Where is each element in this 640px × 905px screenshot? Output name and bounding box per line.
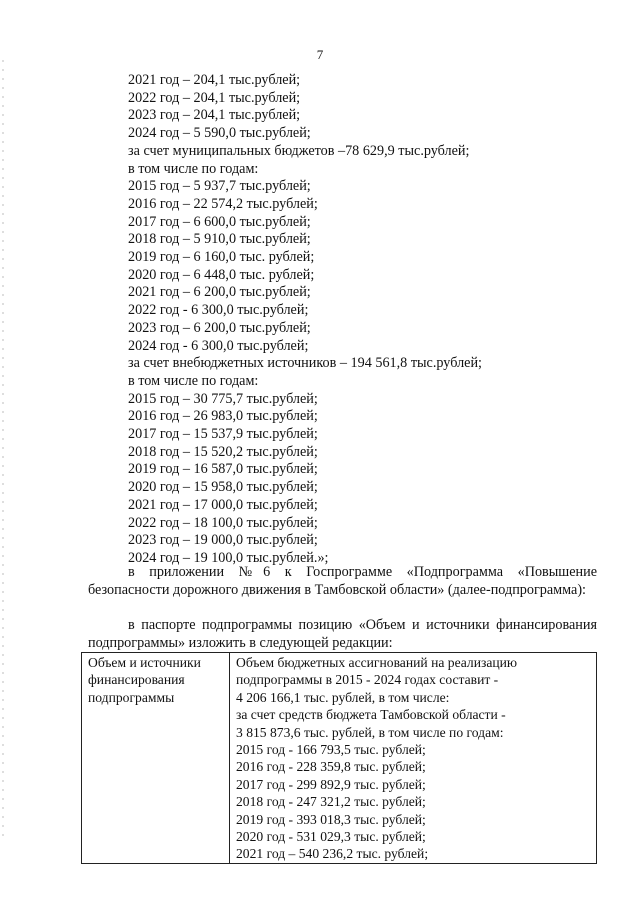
value-line: 2020 год - 531 029,3 тыс. рублей; [236,829,426,845]
text-line: 2020 год – 15 958,0 тыс.рублей; [128,479,318,496]
text-line: 2015 год – 5 937,7 тыс.рублей; [128,178,311,195]
text-line: 2022 год – 18 100,0 тыс.рублей; [128,514,318,531]
label-line: финансирования [88,672,185,688]
text-line: за счет внебюджетных источников – 194 561,8 тыс.рублей; [128,355,482,372]
page-number: 7 [316,47,324,62]
text-line: 2021 год – 204,1 тыс.рублей; [128,72,301,88]
text-line: в том числе по годам: [128,160,259,177]
text-line: 2024 год – 5 590,0 тыс.рублей; [128,125,311,142]
passport-paragraph-text: в паспорте подпрограммы позицию «Объем и источники финансирования подпрограммы» изложить в следующей редакции: [88,617,597,651]
text-line: 2022 год - 6 300,0 тыс.рублей; [128,302,309,319]
text-line: 2019 год – 6 160,0 тыс. рублей; [128,249,315,266]
text-line: за счет муниципальных бюджетов –78 629,9 тыс.рублей; [128,142,470,159]
text-line: 2023 год – 19 000,0 тыс.рублей; [128,532,318,549]
value-line: 3 815 873,6 тыс. рублей, в том числе по годам: [236,724,504,740]
text-line: 2023 год – 204,1 тыс.рублей; [128,107,301,124]
value-line: за счет средств бюджета Тамбовской области - [236,707,506,723]
table-value-cell [230,653,597,864]
table-row [82,653,597,864]
value-line: 2018 год - 247 321,2 тыс. рублей; [236,794,426,810]
appendix-paragraph [88,564,597,599]
text-line: 2020 год – 6 448,0 тыс. рублей; [128,266,315,283]
value-line: 2015 год - 166 793,5 тыс. рублей; [236,742,426,758]
value-line: 2019 год - 393 018,3 тыс. рублей; [236,811,426,827]
value-line: Объем бюджетных ассигнований на реализацию [236,655,518,670]
text-line: 2019 год – 16 587,0 тыс.рублей; [128,461,318,478]
value-line: 4 206 166,1 тыс. рублей, в том числе: [236,689,450,705]
passport-paragraph [88,617,597,652]
text-line: 2018 год – 5 910,0 тыс.рублей; [128,231,311,248]
value-line: подпрограммы в 2015 - 2024 годах составит - [236,672,499,688]
text-line: в том числе по годам: [128,372,259,389]
text-line: 2016 год – 26 983,0 тыс.рублей; [128,408,318,425]
financing-table [81,652,597,864]
label-line: подпрограммы [88,689,175,705]
text-line: 2017 год – 6 600,0 тыс.рублей; [128,213,311,230]
text-line: 2018 год – 15 520,2 тыс.рублей; [128,443,318,460]
text-line: 2022 год – 204,1 тыс.рублей; [128,89,301,106]
value-line: 2021 год – 540 236,2 тыс. рублей; [236,846,429,862]
scan-margin-marks [2,60,4,840]
value-line: 2016 год - 228 359,8 тыс. рублей; [236,759,426,775]
text-line: 2023 год – 6 200,0 тыс.рублей; [128,319,311,336]
text-line: 2017 год – 15 537,9 тыс.рублей; [128,426,318,443]
label-line: Объем и источники [88,655,201,670]
funding-lines [128,72,482,568]
text-line: 2024 год - 6 300,0 тыс.рублей; [128,337,309,354]
appendix-paragraph-text: в приложении №6 к Госпрограмме «Подпрограмма «Повышение безопасности дорожного движения в Тамбовской области» (далее-подпрограмма): [88,564,597,598]
text-line: 2016 год – 22 574,2 тыс.рублей; [128,195,318,212]
table-label-cell [82,653,230,864]
value-line: 2017 год - 299 892,9 тыс. рублей; [236,776,426,792]
text-line: 2021 год – 6 200,0 тыс.рублей; [128,284,311,301]
text-line: 2015 год – 30 775,7 тыс.рублей; [128,390,318,407]
text-line: 2021 год – 17 000,0 тыс.рублей; [128,496,318,513]
text-line: 2024 год – 19 100,0 тыс.рублей.»; [128,549,329,566]
